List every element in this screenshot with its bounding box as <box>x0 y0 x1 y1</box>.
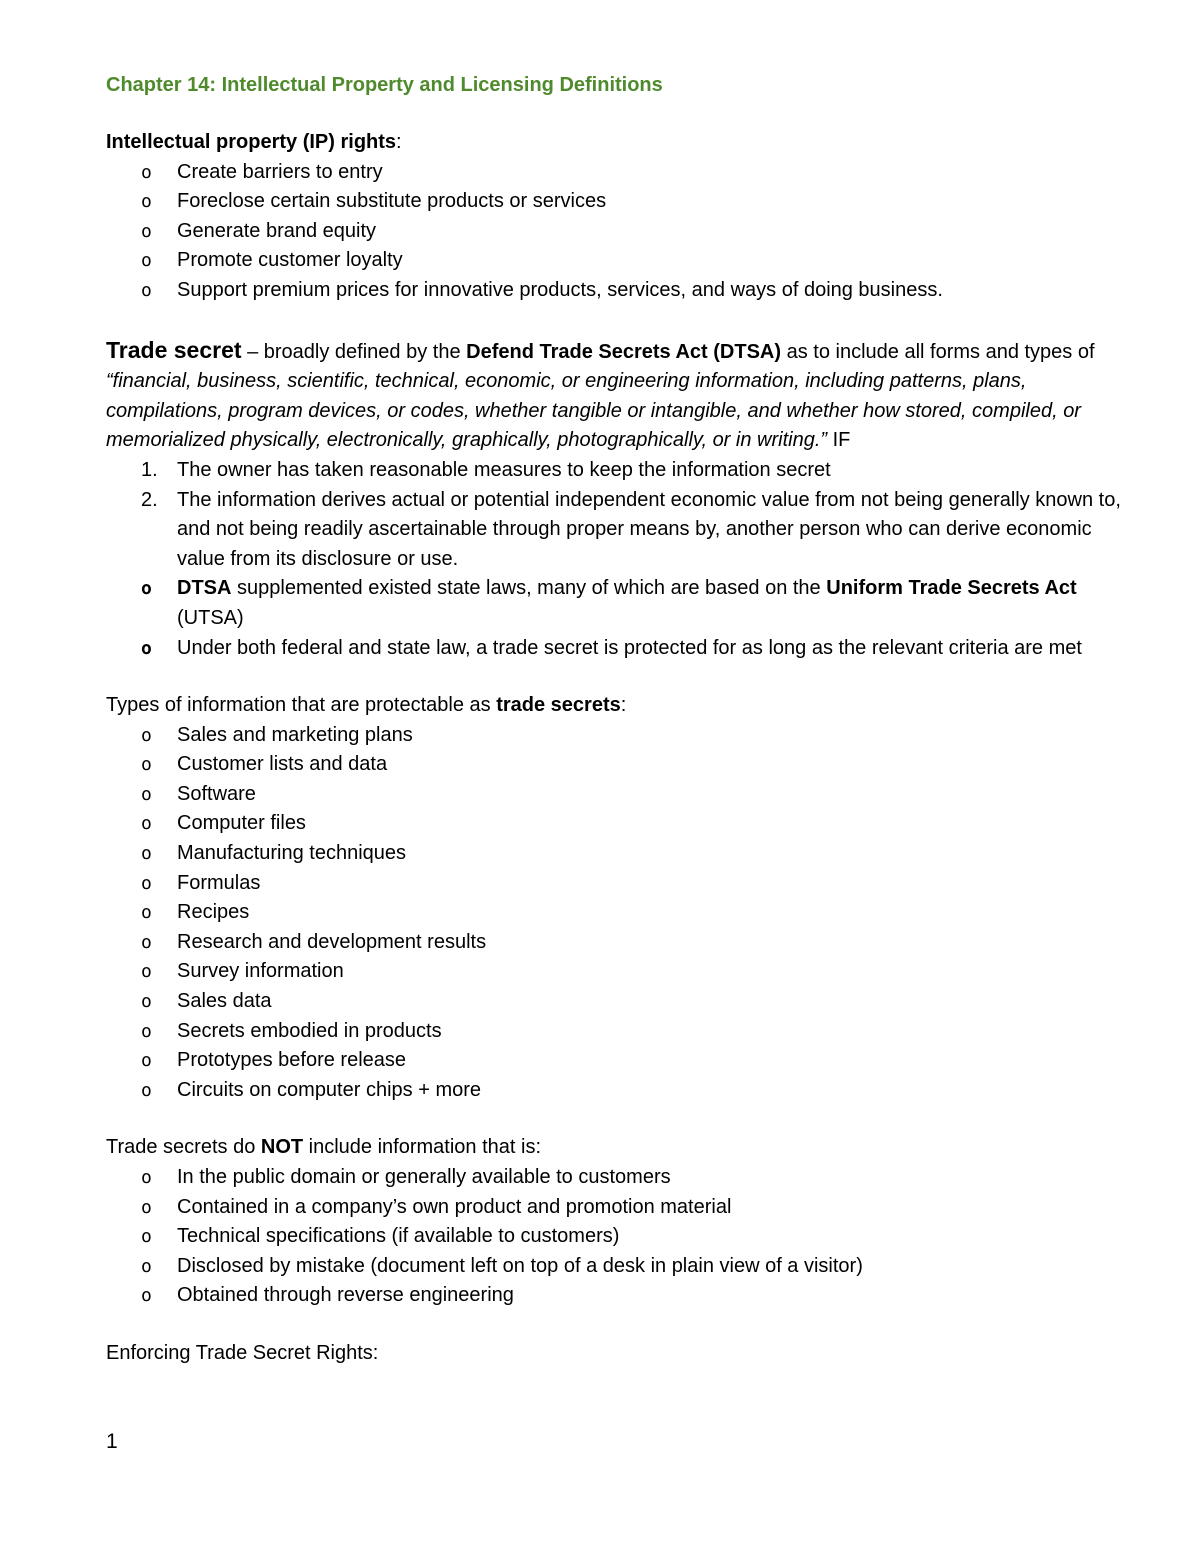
list-item: o Generate brand equity <box>106 217 1136 247</box>
list-item: 2. The information derives actual or potential independent economic value from not being generally known to, and not being readily ascertainable through proper means by, another person who can derive economic value from its disclosure or use. <box>106 486 1136 575</box>
utsa-name: Uniform Trade Secrets Act <box>826 577 1077 600</box>
bullet-icon: o <box>141 991 152 1013</box>
protectable-types-list <box>106 721 1136 1106</box>
dtsa-quote: “financial, business, scientific, technical, economic, or engineering information, including patterns, plans, compilations, program devices, or codes, whether tangible or intangible, and whether how stored, compiled, or memorialized physically, electronically, graphically, photographically, or in writing.” <box>106 370 1081 452</box>
bullet-icon: o <box>141 1167 152 1188</box>
list-item: o Customer lists and data <box>106 750 1136 780</box>
document-page <box>106 70 1136 1369</box>
list-item: o Circuits on computer chips + more <box>106 1076 1136 1106</box>
bullet-icon: o <box>141 191 152 213</box>
bullet-icon: o <box>141 902 152 924</box>
list-item: o Foreclose certain substitute products or services <box>106 187 1136 217</box>
list-item: o Obtained through reverse engineering <box>106 1281 1136 1311</box>
bullet-icon: o <box>141 1020 152 1042</box>
enforcing-heading: Enforcing Trade Secret Rights: <box>106 1341 379 1364</box>
list-item: o Formulas <box>106 869 1136 899</box>
protectable-types-heading: Types of information that are protectable as trade secrets: <box>106 694 627 717</box>
bullet-icon: o <box>141 843 152 865</box>
bullet-icon: o <box>141 931 152 953</box>
bullet-icon: o <box>141 1050 152 1072</box>
bullet-icon: o <box>141 220 152 242</box>
bullet-icon: o <box>141 872 152 894</box>
list-item: o Contained in a company’s own product and promotion material <box>106 1193 1136 1223</box>
trade-secret-definition: Trade secret – broadly defined by the Defend Trade Secrets Act (DTSA) as to include all forms and types of “financial, business, scientific, technical, economic, or engineering information, including patterns, plans, compilations, program devices, or codes, whether tangible or intangible, and whether how stored, compiled, or memorialized physically, electronically, graphically, photographically, or in writing.” IF <box>106 336 1095 452</box>
not-included-list <box>106 1163 1136 1311</box>
page-number: 1 <box>106 1430 118 1453</box>
bullet-icon: o <box>141 961 152 983</box>
list-item: o Software <box>106 780 1136 810</box>
list-item: o Survey information <box>106 957 1136 987</box>
trade-secret-notes-list <box>106 574 1136 663</box>
bullet-icon: o <box>141 1079 152 1101</box>
list-item: o Promote customer loyalty <box>106 246 1136 276</box>
chapter-title: Chapter 14: Intellectual Property and Licensing Definitions <box>106 74 663 96</box>
list-number: 1. <box>141 458 158 481</box>
bullet-icon: o <box>141 578 152 600</box>
bullet-icon: o <box>141 250 152 272</box>
list-number: 2. <box>141 488 158 511</box>
ip-rights-heading: Intellectual property (IP) rights: <box>106 131 402 153</box>
list-item: o Support premium prices for innovative products, services, and ways of doing business. <box>106 276 1136 306</box>
bullet-icon: o <box>141 724 152 746</box>
bullet-icon: o <box>141 161 152 183</box>
list-item: o Technical specifications (if available to customers) <box>106 1222 1136 1252</box>
list-item: o Sales data <box>106 987 1136 1017</box>
trade-secret-criteria-list <box>106 456 1136 574</box>
bullet-icon: o <box>141 1226 152 1248</box>
ip-rights-heading-label: Intellectual property (IP) rights <box>106 131 397 153</box>
bullet-icon: o <box>141 783 152 805</box>
list-item: o Prototypes before release <box>106 1046 1136 1076</box>
list-item: o Secrets embodied in products <box>106 1017 1136 1047</box>
dtsa-name: Defend Trade Secrets Act (DTSA) <box>466 340 782 363</box>
list-item: o Computer files <box>106 809 1136 839</box>
list-item: o DTSA supplemented existed state laws, many of which are based on the Uniform Trade Secrets Act (UTSA) <box>106 574 1136 633</box>
list-item: o Disclosed by mistake (document left on top of a desk in plain view of a visitor) <box>106 1252 1136 1282</box>
list-item: o Under both federal and state law, a trade secret is protected for as long as the relevant criteria are met <box>106 634 1136 664</box>
list-item: o Manufacturing techniques <box>106 839 1136 869</box>
list-item: 1. The owner has taken reasonable measures to keep the information secret <box>106 456 1136 486</box>
list-item: o In the public domain or generally available to customers <box>106 1163 1136 1193</box>
list-item: o Research and development results <box>106 928 1136 958</box>
bullet-icon: o <box>141 754 152 776</box>
trade-secret-label: Trade secret <box>106 336 242 363</box>
list-item: o Create barriers to entry <box>106 158 1136 188</box>
bullet-icon: o <box>141 637 152 659</box>
ip-rights-list <box>106 158 1136 306</box>
bullet-icon: o <box>141 1196 152 1218</box>
list-item: o Recipes <box>106 898 1136 928</box>
list-item: o Sales and marketing plans <box>106 721 1136 751</box>
bullet-icon: o <box>141 1255 152 1277</box>
not-included-heading: Trade secrets do NOT include information that is: <box>106 1136 542 1159</box>
bullet-icon: o <box>141 279 152 301</box>
bullet-icon: o <box>141 813 152 835</box>
bullet-icon: o <box>141 1285 152 1307</box>
